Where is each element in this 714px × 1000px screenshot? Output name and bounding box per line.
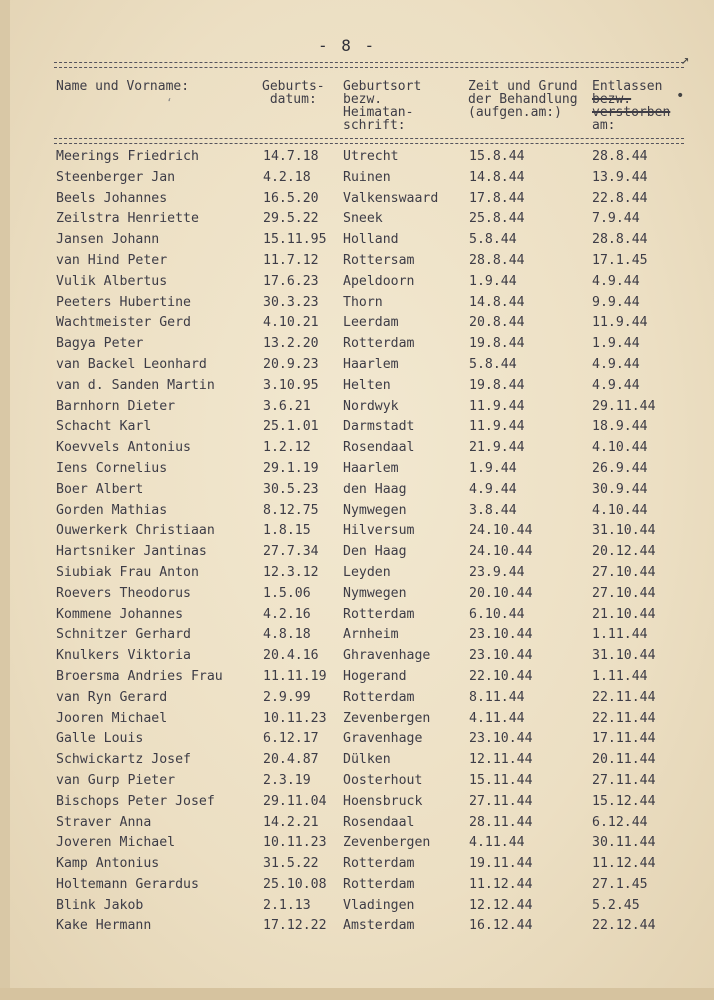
birth-date-cell: 4.10.21: [263, 316, 319, 331]
name-cell: Ouwerkerk Christiaan: [56, 524, 215, 539]
table-row: [56, 919, 692, 940]
name-cell: Broersma Andries Frau: [56, 669, 223, 684]
admitted-cell: 23.10.44: [469, 628, 533, 643]
birth-date-cell: 1.5.06: [263, 586, 311, 601]
birth-date-cell: 17.6.23: [263, 274, 319, 289]
discharged-cell: 30.11.44: [592, 836, 656, 851]
admitted-cell: 12.11.44: [469, 753, 533, 768]
admitted-cell: 19.8.44: [469, 378, 525, 393]
birth-date-cell: 30.5.23: [263, 482, 319, 497]
admitted-cell: 1.9.44: [469, 274, 517, 289]
birth-place-cell: Zevenbergen: [343, 836, 431, 851]
table-row: [56, 712, 692, 733]
birth-place-cell: Darmstadt: [343, 420, 415, 435]
name-cell: Kake Hermann: [56, 919, 152, 934]
birth-date-cell: 4.2.18: [263, 170, 311, 185]
birth-date-cell: 2.1.13: [263, 898, 311, 913]
discharged-cell: 22.8.44: [592, 191, 648, 206]
discharged-cell: 20.11.44: [592, 753, 656, 768]
discharged-cell: 6.12.44: [592, 815, 648, 830]
name-cell: Holtemann Gerardus: [56, 877, 199, 892]
table-row: [56, 587, 692, 608]
birth-place-cell: Leyden: [343, 565, 391, 580]
name-cell: Bischops Peter Josef: [56, 794, 215, 809]
admitted-cell: 27.11.44: [469, 794, 533, 809]
pencil-tick: ‘: [166, 96, 173, 109]
table-row: [56, 400, 692, 421]
name-cell: Kommene Johannes: [56, 607, 184, 622]
admitted-cell: 5.8.44: [469, 233, 517, 248]
birth-place-cell: Valkenswaard: [343, 191, 439, 206]
name-cell: Koevvels Antonius: [56, 441, 191, 456]
discharged-cell: 20.12.44: [592, 545, 656, 560]
table-row: [56, 316, 692, 337]
admitted-cell: 22.10.44: [469, 669, 533, 684]
discharged-cell: 4.10.44: [592, 503, 648, 518]
admitted-cell: 3.8.44: [469, 503, 517, 518]
birth-date-cell: 12.3.12: [263, 565, 319, 580]
admitted-cell: 11.9.44: [469, 420, 525, 435]
birth-place-cell: Sneek: [343, 212, 383, 227]
header-birth-place: Geburtsort bezw. Heimatan- schrift:: [343, 79, 422, 133]
birth-date-cell: 20.4.87: [263, 753, 319, 768]
birth-date-cell: 1.8.15: [263, 524, 311, 539]
birth-date-cell: 25.10.08: [263, 877, 327, 892]
discharged-cell: 28.8.44: [592, 150, 648, 164]
name-cell: Schnitzer Gerhard: [56, 628, 191, 643]
table-row: [56, 462, 692, 483]
discharged-cell: 22.11.44: [592, 711, 656, 726]
admitted-cell: 23.9.44: [469, 565, 525, 580]
admitted-cell: 21.9.44: [469, 441, 525, 456]
admitted-cell: 28.11.44: [469, 815, 533, 830]
discharged-cell: 29.11.44: [592, 399, 656, 414]
name-cell: Kamp Antonius: [56, 857, 160, 872]
birth-date-cell: 2.9.99: [263, 690, 311, 705]
birth-place-cell: Holland: [343, 233, 399, 248]
name-cell: Beels Johannes: [56, 191, 168, 206]
birth-place-cell: Hoensbruck: [343, 794, 423, 809]
birth-date-cell: 1.2.12: [263, 441, 311, 456]
birth-place-cell: Rotterdam: [343, 877, 415, 892]
header-discharged-line1: Entlassen: [592, 79, 663, 94]
birth-date-cell: 31.5.22: [263, 857, 319, 872]
admitted-cell: 25.8.44: [469, 212, 525, 227]
birth-date-cell: 3.6.21: [263, 399, 311, 414]
table-row: [56, 192, 692, 213]
ink-dot: •: [676, 88, 685, 104]
table-row: [56, 296, 692, 317]
table-row: [56, 816, 692, 837]
birth-date-cell: 8.12.75: [263, 503, 319, 518]
discharged-cell: 7.9.44: [592, 212, 640, 227]
birth-place-cell: Hogerand: [343, 669, 407, 684]
table-row: [56, 358, 692, 379]
admitted-cell: 4.9.44: [469, 482, 517, 497]
birth-place-cell: Rotterdam: [343, 607, 415, 622]
table-row: [56, 878, 692, 899]
paper-edge-bottom: [0, 988, 714, 1000]
birth-place-cell: Gravenhage: [343, 732, 423, 747]
birth-place-cell: Rotterdam: [343, 337, 415, 352]
admitted-cell: 5.8.44: [469, 357, 517, 372]
admitted-cell: 20.8.44: [469, 316, 525, 331]
table-row: [56, 150, 692, 171]
name-cell: van Gurp Pieter: [56, 773, 176, 788]
table-row: [56, 753, 692, 774]
header-discharged-line2: bezw.: [592, 92, 632, 107]
admitted-cell: 15.11.44: [469, 773, 533, 788]
birth-place-cell: Thorn: [343, 295, 383, 310]
birth-date-cell: 10.11.23: [263, 711, 327, 726]
birth-date-cell: 2.3.19: [263, 773, 311, 788]
birth-date-cell: 16.5.20: [263, 191, 319, 206]
table-row: [56, 212, 692, 233]
name-cell: Joveren Michael: [56, 836, 176, 851]
admitted-cell: 12.12.44: [469, 898, 533, 913]
admitted-cell: 4.11.44: [469, 836, 525, 851]
birth-date-cell: 4.2.16: [263, 607, 311, 622]
discharged-cell: 17.1.45: [592, 253, 648, 268]
discharged-cell: 26.9.44: [592, 461, 648, 476]
table-row: [56, 857, 692, 878]
table-row: [56, 524, 692, 545]
name-cell: Peeters Hubertine: [56, 295, 191, 310]
birth-place-cell: den Haag: [343, 482, 407, 497]
table-row: [56, 836, 692, 857]
name-cell: Bagya Peter: [56, 337, 144, 352]
patient-table-body: [56, 150, 692, 940]
name-cell: Schwickartz Josef: [56, 753, 191, 768]
name-cell: van d. Sanden Martin: [56, 378, 215, 393]
birth-date-cell: 10.11.23: [263, 836, 327, 851]
birth-place-cell: Nymwegen: [343, 503, 407, 518]
admitted-cell: 23.10.44: [469, 732, 533, 747]
birth-date-cell: 11.7.12: [263, 253, 319, 268]
discharged-cell: 21.10.44: [592, 607, 656, 622]
birth-place-cell: Rotterdam: [343, 690, 415, 705]
birth-place-cell: Dülken: [343, 753, 391, 768]
birth-place-cell: Den Haag: [343, 545, 407, 560]
admitted-cell: 8.11.44: [469, 690, 525, 705]
table-row: [56, 774, 692, 795]
name-cell: van Backel Leonhard: [56, 357, 207, 372]
admitted-cell: 11.12.44: [469, 877, 533, 892]
name-cell: Jansen Johann: [56, 233, 160, 248]
birth-place-cell: Rotterdam: [343, 857, 415, 872]
admitted-cell: 11.9.44: [469, 399, 525, 414]
header-name: Name und Vorname:: [56, 79, 190, 94]
birth-place-cell: Utrecht: [343, 150, 399, 164]
admitted-cell: 6.10.44: [469, 607, 525, 622]
table-row: [56, 233, 692, 254]
discharged-cell: 18.9.44: [592, 420, 648, 435]
discharged-cell: 22.11.44: [592, 690, 656, 705]
birth-place-cell: Rosendaal: [343, 441, 415, 456]
admitted-cell: 20.10.44: [469, 586, 533, 601]
discharged-cell: 31.10.44: [592, 524, 656, 539]
table-row: [56, 795, 692, 816]
admitted-cell: 28.8.44: [469, 253, 525, 268]
discharged-cell: 5.2.45: [592, 898, 640, 913]
admitted-cell: 24.10.44: [469, 545, 533, 560]
birth-place-cell: Apeldoorn: [343, 274, 415, 289]
name-cell: Knulkers Viktoria: [56, 649, 191, 664]
name-cell: Straver Anna: [56, 815, 152, 830]
birth-place-cell: Amsterdam: [343, 919, 415, 934]
birth-date-cell: 4.8.18: [263, 628, 311, 643]
table-row: [56, 275, 692, 296]
table-row: [56, 608, 692, 629]
admitted-cell: 1.9.44: [469, 461, 517, 476]
birth-place-cell: Nordwyk: [343, 399, 399, 414]
admitted-cell: 14.8.44: [469, 295, 525, 310]
discharged-cell: 17.11.44: [592, 732, 656, 747]
birth-date-cell: 14.7.18: [263, 150, 319, 164]
birth-place-cell: Oosterhout: [343, 773, 423, 788]
table-row: [56, 566, 692, 587]
header-discharged-line4: am:: [592, 118, 616, 133]
header-rule-bottom: [54, 138, 684, 144]
discharged-cell: 27.1.45: [592, 877, 648, 892]
birth-place-cell: Zevenbergen: [343, 711, 431, 726]
table-row: [56, 504, 692, 525]
patient-table: [56, 150, 692, 940]
admitted-cell: 17.8.44: [469, 191, 525, 206]
birth-place-cell: Haarlem: [343, 461, 399, 476]
birth-date-cell: 20.9.23: [263, 357, 319, 372]
discharged-cell: 28.8.44: [592, 233, 648, 248]
admitted-cell: 23.10.44: [469, 649, 533, 664]
table-row: [56, 337, 692, 358]
discharged-cell: 27.10.44: [592, 586, 656, 601]
name-cell: Iens Cornelius: [56, 461, 168, 476]
birth-place-cell: Vladingen: [343, 898, 415, 913]
birth-date-cell: 3.10.95: [263, 378, 319, 393]
admitted-cell: 19.8.44: [469, 337, 525, 352]
discharged-cell: 4.10.44: [592, 441, 648, 456]
birth-place-cell: Arnheim: [343, 628, 399, 643]
name-cell: Roevers Theodorus: [56, 586, 191, 601]
name-cell: Steenberger Jan: [56, 170, 176, 185]
birth-place-cell: Hilversum: [343, 524, 415, 539]
birth-date-cell: 13.2.20: [263, 337, 319, 352]
paper-edge-left: [0, 0, 10, 1000]
discharged-cell: 13.9.44: [592, 170, 648, 185]
birth-date-cell: 14.2.21: [263, 815, 319, 830]
name-cell: van Ryn Gerard: [56, 690, 168, 705]
header-birth-date: Geburts- datum:: [262, 79, 325, 107]
birth-place-cell: Ruinen: [343, 170, 391, 185]
name-cell: Wachtmeister Gerd: [56, 316, 191, 331]
discharged-cell: 4.9.44: [592, 274, 640, 289]
admitted-cell: 24.10.44: [469, 524, 533, 539]
table-row: [56, 691, 692, 712]
table-row: [56, 379, 692, 400]
discharged-cell: 1.11.44: [592, 669, 648, 684]
page-number: - 8 -: [318, 36, 377, 55]
birth-date-cell: 30.3.23: [263, 295, 319, 310]
name-cell: van Hind Peter: [56, 253, 168, 268]
admitted-cell: 16.12.44: [469, 919, 533, 934]
birth-date-cell: 6.12.17: [263, 732, 319, 747]
discharged-cell: 1.11.44: [592, 628, 648, 643]
birth-date-cell: 29.5.22: [263, 212, 319, 227]
birth-date-cell: 15.11.95: [263, 233, 327, 248]
discharged-cell: 11.12.44: [592, 857, 656, 872]
name-cell: Meerings Friedrich: [56, 150, 199, 164]
name-cell: Hartsniker Jantinas: [56, 545, 207, 560]
name-cell: Zeilstra Henriette: [56, 212, 199, 227]
discharged-cell: 22.12.44: [592, 919, 656, 934]
discharged-cell: 4.9.44: [592, 378, 640, 393]
header-treatment: Zeit und Grund der Behandlung (aufgen.am:): [468, 79, 578, 120]
birth-place-cell: Helten: [343, 378, 391, 393]
birth-date-cell: 17.12.22: [263, 919, 327, 934]
name-cell: Siubiak Frau Anton: [56, 565, 199, 580]
table-row: [56, 649, 692, 670]
birth-date-cell: 29.11.04: [263, 794, 327, 809]
discharged-cell: 11.9.44: [592, 316, 648, 331]
admitted-cell: 19.11.44: [469, 857, 533, 872]
admitted-cell: 15.8.44: [469, 150, 525, 164]
table-row: [56, 483, 692, 504]
birth-place-cell: Ghravenhage: [343, 649, 431, 664]
birth-place-cell: Leerdam: [343, 316, 399, 331]
table-row: [56, 732, 692, 753]
admitted-cell: 4.11.44: [469, 711, 525, 726]
name-cell: Barnhorn Dieter: [56, 399, 176, 414]
name-cell: Vulik Albertus: [56, 274, 168, 289]
birth-place-cell: Rottersam: [343, 253, 415, 268]
header-rule-top: [54, 62, 684, 68]
birth-date-cell: 25.1.01: [263, 420, 319, 435]
birth-date-cell: 11.11.19: [263, 669, 327, 684]
name-cell: Galle Louis: [56, 732, 144, 747]
discharged-cell: 27.11.44: [592, 773, 656, 788]
discharged-cell: 1.9.44: [592, 337, 640, 352]
name-cell: Jooren Michael: [56, 711, 168, 726]
discharged-cell: 9.9.44: [592, 295, 640, 310]
table-row: [56, 441, 692, 462]
discharged-cell: 27.10.44: [592, 565, 656, 580]
table-row: [56, 628, 692, 649]
table-row: [56, 171, 692, 192]
name-cell: Boer Albert: [56, 482, 144, 497]
table-row: [56, 899, 692, 920]
discharged-cell: 15.12.44: [592, 794, 656, 809]
header-discharged-line3: verstorben: [592, 105, 671, 120]
name-cell: Blink Jakob: [56, 898, 144, 913]
discharged-cell: 31.10.44: [592, 649, 656, 664]
table-row: [56, 670, 692, 691]
birth-place-cell: Nymwegen: [343, 586, 407, 601]
name-cell: Schacht Karl: [56, 420, 152, 435]
birth-date-cell: 29.1.19: [263, 461, 319, 476]
birth-place-cell: Haarlem: [343, 357, 399, 372]
ink-mark: ↗: [681, 52, 690, 68]
birth-place-cell: Rosendaal: [343, 815, 415, 830]
discharged-cell: 30.9.44: [592, 482, 648, 497]
discharged-cell: 4.9.44: [592, 357, 640, 372]
admitted-cell: 14.8.44: [469, 170, 525, 185]
table-row: [56, 545, 692, 566]
birth-date-cell: 27.7.34: [263, 545, 319, 560]
header-discharged: [592, 80, 670, 132]
name-cell: Gorden Mathias: [56, 503, 168, 518]
table-row: [56, 420, 692, 441]
table-row: [56, 254, 692, 275]
birth-date-cell: 20.4.16: [263, 649, 319, 664]
